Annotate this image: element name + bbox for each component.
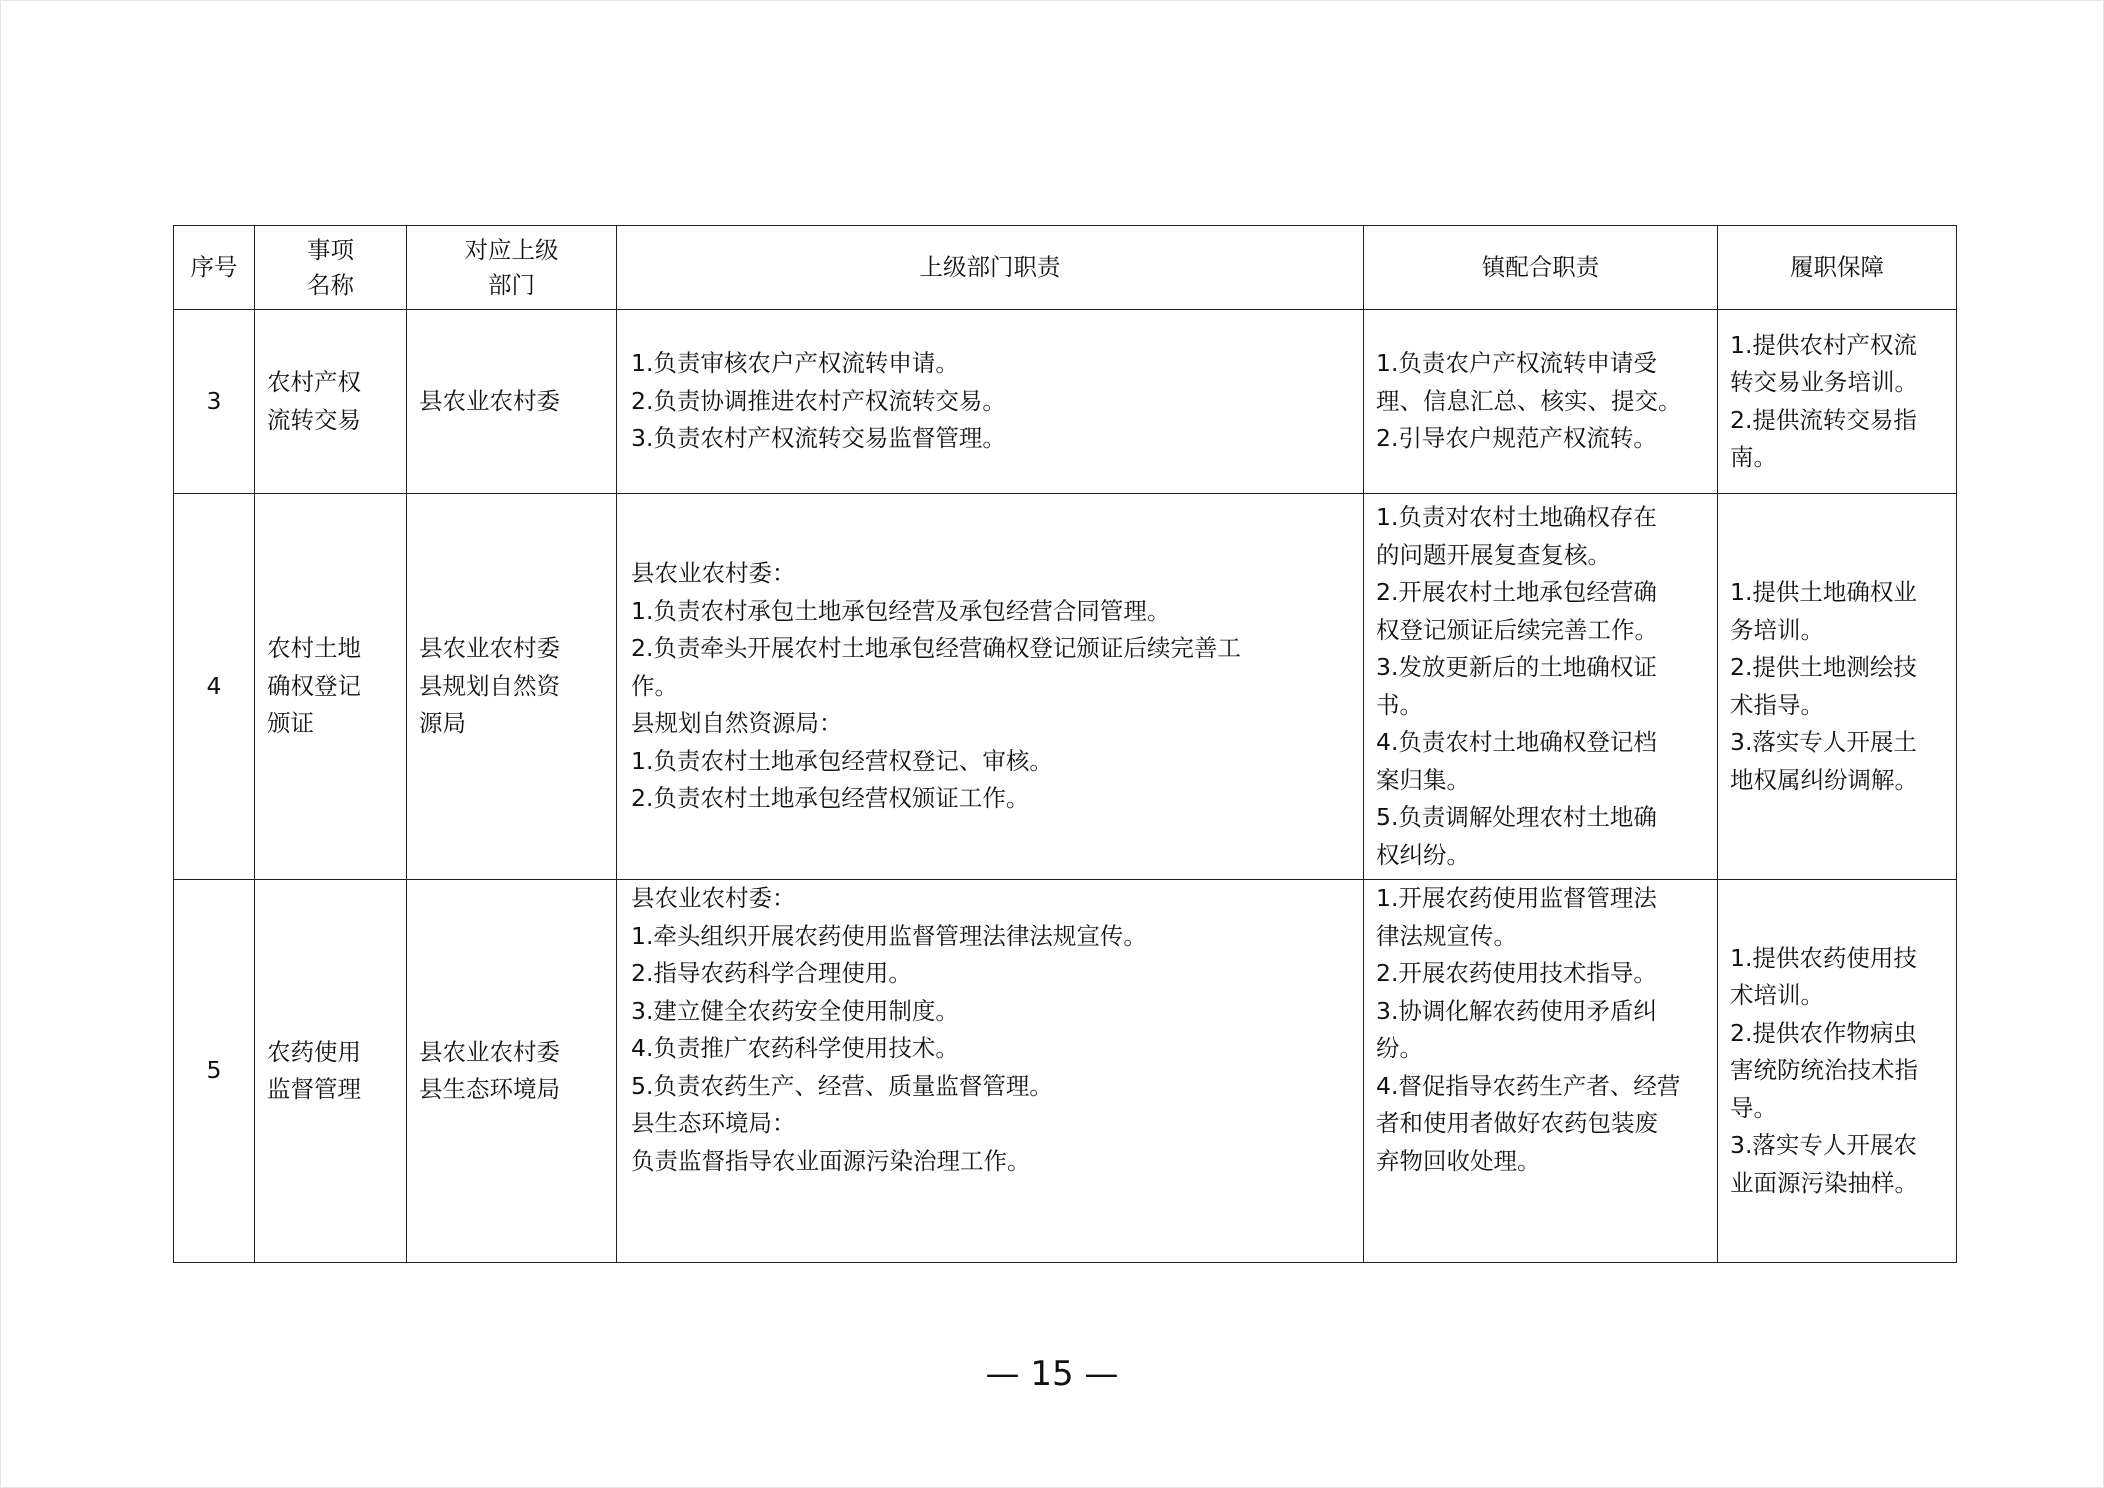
header-superior-dept: 对应上级 部门	[407, 226, 617, 310]
page-number: — 15 —	[985, 1354, 1119, 1394]
cell-guarantee: 1.提供土地确权业 务培训。 2.提供土地测绘技 术指导。 3.落实专人开展土 地权属纠纷调解。	[1718, 494, 1957, 880]
cell-superior-dept: 县农业农村委 县生态环境局	[407, 880, 617, 1263]
cell-town-duty: 1.负责农户产权流转申请受 理、信息汇总、核实、提交。 2.引导农户规范产权流转。	[1364, 310, 1718, 494]
cell-seq: 3	[174, 310, 255, 494]
cell-guarantee: 1.提供农药使用技 术培训。 2.提供农作物病虫 害统防统治技术指 导。 3.落实专人开展农 业面源污染抽样。	[1718, 880, 1957, 1263]
cell-superior-duty: 县农业农村委： 1.负责农村承包土地承包经营及承包经营合同管理。 2.负责牵头开展农村土地承包经营确权登记颁证后续完善工 作。 县规划自然资源局： 1.负责农村土地承包经营权登记、审核。 2.负责农村土地承包经营权颁证工作。	[617, 494, 1364, 880]
table-row	[174, 880, 1957, 1263]
cell-item-name: 农药使用 监督管理	[255, 880, 407, 1263]
header-town-duty: 镇配合职责	[1364, 226, 1718, 310]
cell-seq: 4	[174, 494, 255, 880]
cell-superior-dept: 县农业农村委 县规划自然资 源局	[407, 494, 617, 880]
header-superior-duty: 上级部门职责	[617, 226, 1364, 310]
table-header-row	[174, 226, 1957, 310]
cell-item-name: 农村土地 确权登记 颁证	[255, 494, 407, 880]
header-item-name: 事项 名称	[255, 226, 407, 310]
cell-seq: 5	[174, 880, 255, 1263]
header-seq: 序号	[174, 226, 255, 310]
header-guarantee: 履职保障	[1718, 226, 1957, 310]
cell-town-duty: 1.负责对农村土地确权存在 的问题开展复查复核。 2.开展农村土地承包经营确 权登记颁证后续完善工作。 3.发放更新后的土地确权证 书。 4.负责农村土地确权登记档 案归集。 5.负责调解处理农村土地确 权纠纷。	[1364, 494, 1718, 880]
table-row	[174, 494, 1957, 880]
duty-table	[173, 225, 1957, 1263]
cell-superior-dept: 县农业农村委	[407, 310, 617, 494]
cell-town-duty: 1.开展农药使用监督管理法 律法规宣传。 2.开展农药使用技术指导。 3.协调化解农药使用矛盾纠 纷。 4.督促指导农药生产者、经营 者和使用者做好农药包装废 弃物回收处理。	[1364, 880, 1718, 1263]
cell-item-name: 农村产权 流转交易	[255, 310, 407, 494]
cell-guarantee: 1.提供农村产权流 转交易业务培训。 2.提供流转交易指 南。	[1718, 310, 1957, 494]
table-row	[174, 310, 1957, 494]
cell-superior-duty: 县农业农村委： 1.牵头组织开展农药使用监督管理法律法规宣传。 2.指导农药科学合理使用。 3.建立健全农药安全使用制度。 4.负责推广农药科学使用技术。 5.负责农药生产、经营、质量监督管理。 县生态环境局： 负责监督指导农业面源污染治理工作。	[617, 880, 1364, 1263]
cell-superior-duty: 1.负责审核农户产权流转申请。 2.负责协调推进农村产权流转交易。 3.负责农村产权流转交易监督管理。	[617, 310, 1364, 494]
